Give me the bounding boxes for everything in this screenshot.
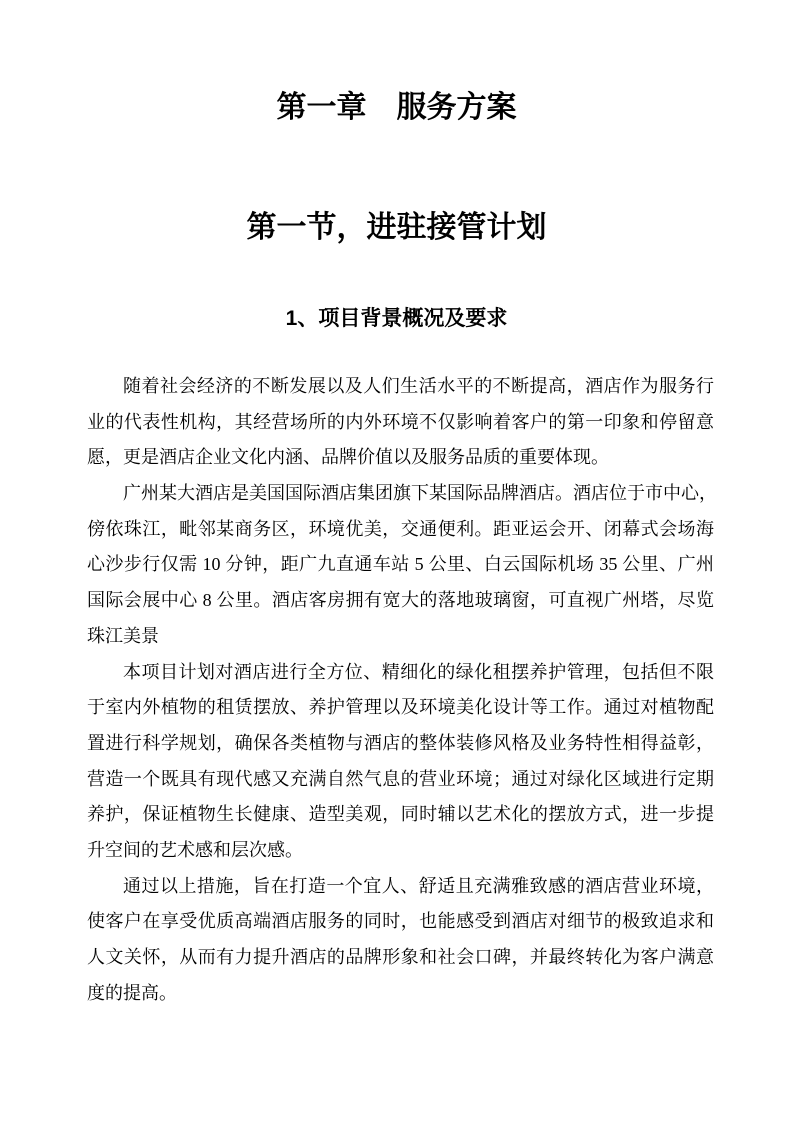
text-line: 珠江美景 — [87, 625, 159, 646]
text-line: 愿，更是酒店企业文化内涵、品牌价值以及服务品质的重要体现。 — [87, 447, 609, 468]
text-line: 业的代表性机构，其经营场所的内外环境不仅影响着客户的第一印象和停留意 — [87, 411, 714, 432]
text-line: 通过以上措施，旨在打造一个宜人、舒适且充满雅致感的酒店营业环境， — [123, 875, 714, 896]
text-line: 营造一个既具有现代感又充满自然气息的营业环境；通过对绿化区域进行定期 — [87, 768, 714, 789]
text-line: 养护，保证植物生长健康、造型美观，同时辅以艺术化的摆放方式，进一步提 — [87, 804, 714, 825]
chapter-title: 第一章 服务方案 — [276, 91, 517, 124]
text-line: 使客户在享受优质高端酒店服务的同时，也能感受到酒店对细节的极致追求和 — [87, 911, 714, 932]
text-line: 人文关怀，从而有力提升酒店的品牌形象和社会口碑，并最终转化为客户满意 — [87, 947, 714, 967]
text-line: 本项目计划对酒店进行全方位、精细化的绿化租摆养护管理，包括但不限 — [123, 661, 714, 682]
paragraph — [87, 369, 714, 476]
paragraph — [87, 655, 714, 869]
text-line: 广州某大酒店是美国国际酒店集团旗下某国际品牌酒店。酒店位于市中心， — [123, 483, 717, 504]
text-line: 心沙步行仅需 10 分钟，距广九直通车站 5 公里、白云国际机场 35 公里、广州 — [87, 554, 714, 575]
subsection-title: 1、项目背景概况及要求 — [285, 307, 508, 330]
text-line: 傍依珠江，毗邻某商务区，环境优美，交通便利。距亚运会开、闭幕式会场海 — [87, 518, 714, 539]
paragraph — [87, 869, 714, 1012]
text-line: 随着社会经济的不断发展以及人们生活水平的不断提高，酒店作为服务行 — [123, 376, 714, 396]
text-line: 于室内外植物的租赁摆放、养护管理以及环境美化设计等工作。通过对植物配 — [87, 697, 714, 718]
section-title: 第一节，进驻接管计划 — [246, 211, 547, 244]
text-line: 国际会展中心 8 公里。酒店客房拥有宽大的落地玻璃窗，可直视广州塔，尽览 — [87, 590, 714, 611]
body-text — [87, 369, 717, 1011]
paragraph — [87, 476, 717, 654]
text-line: 度的提高。 — [87, 982, 177, 1003]
text-line: 升空间的艺术感和层次感。 — [87, 839, 303, 860]
text-line: 置进行科学规划，确保各类植物与酒店的整体装修风格及业务特性相得益彰， — [87, 732, 714, 753]
